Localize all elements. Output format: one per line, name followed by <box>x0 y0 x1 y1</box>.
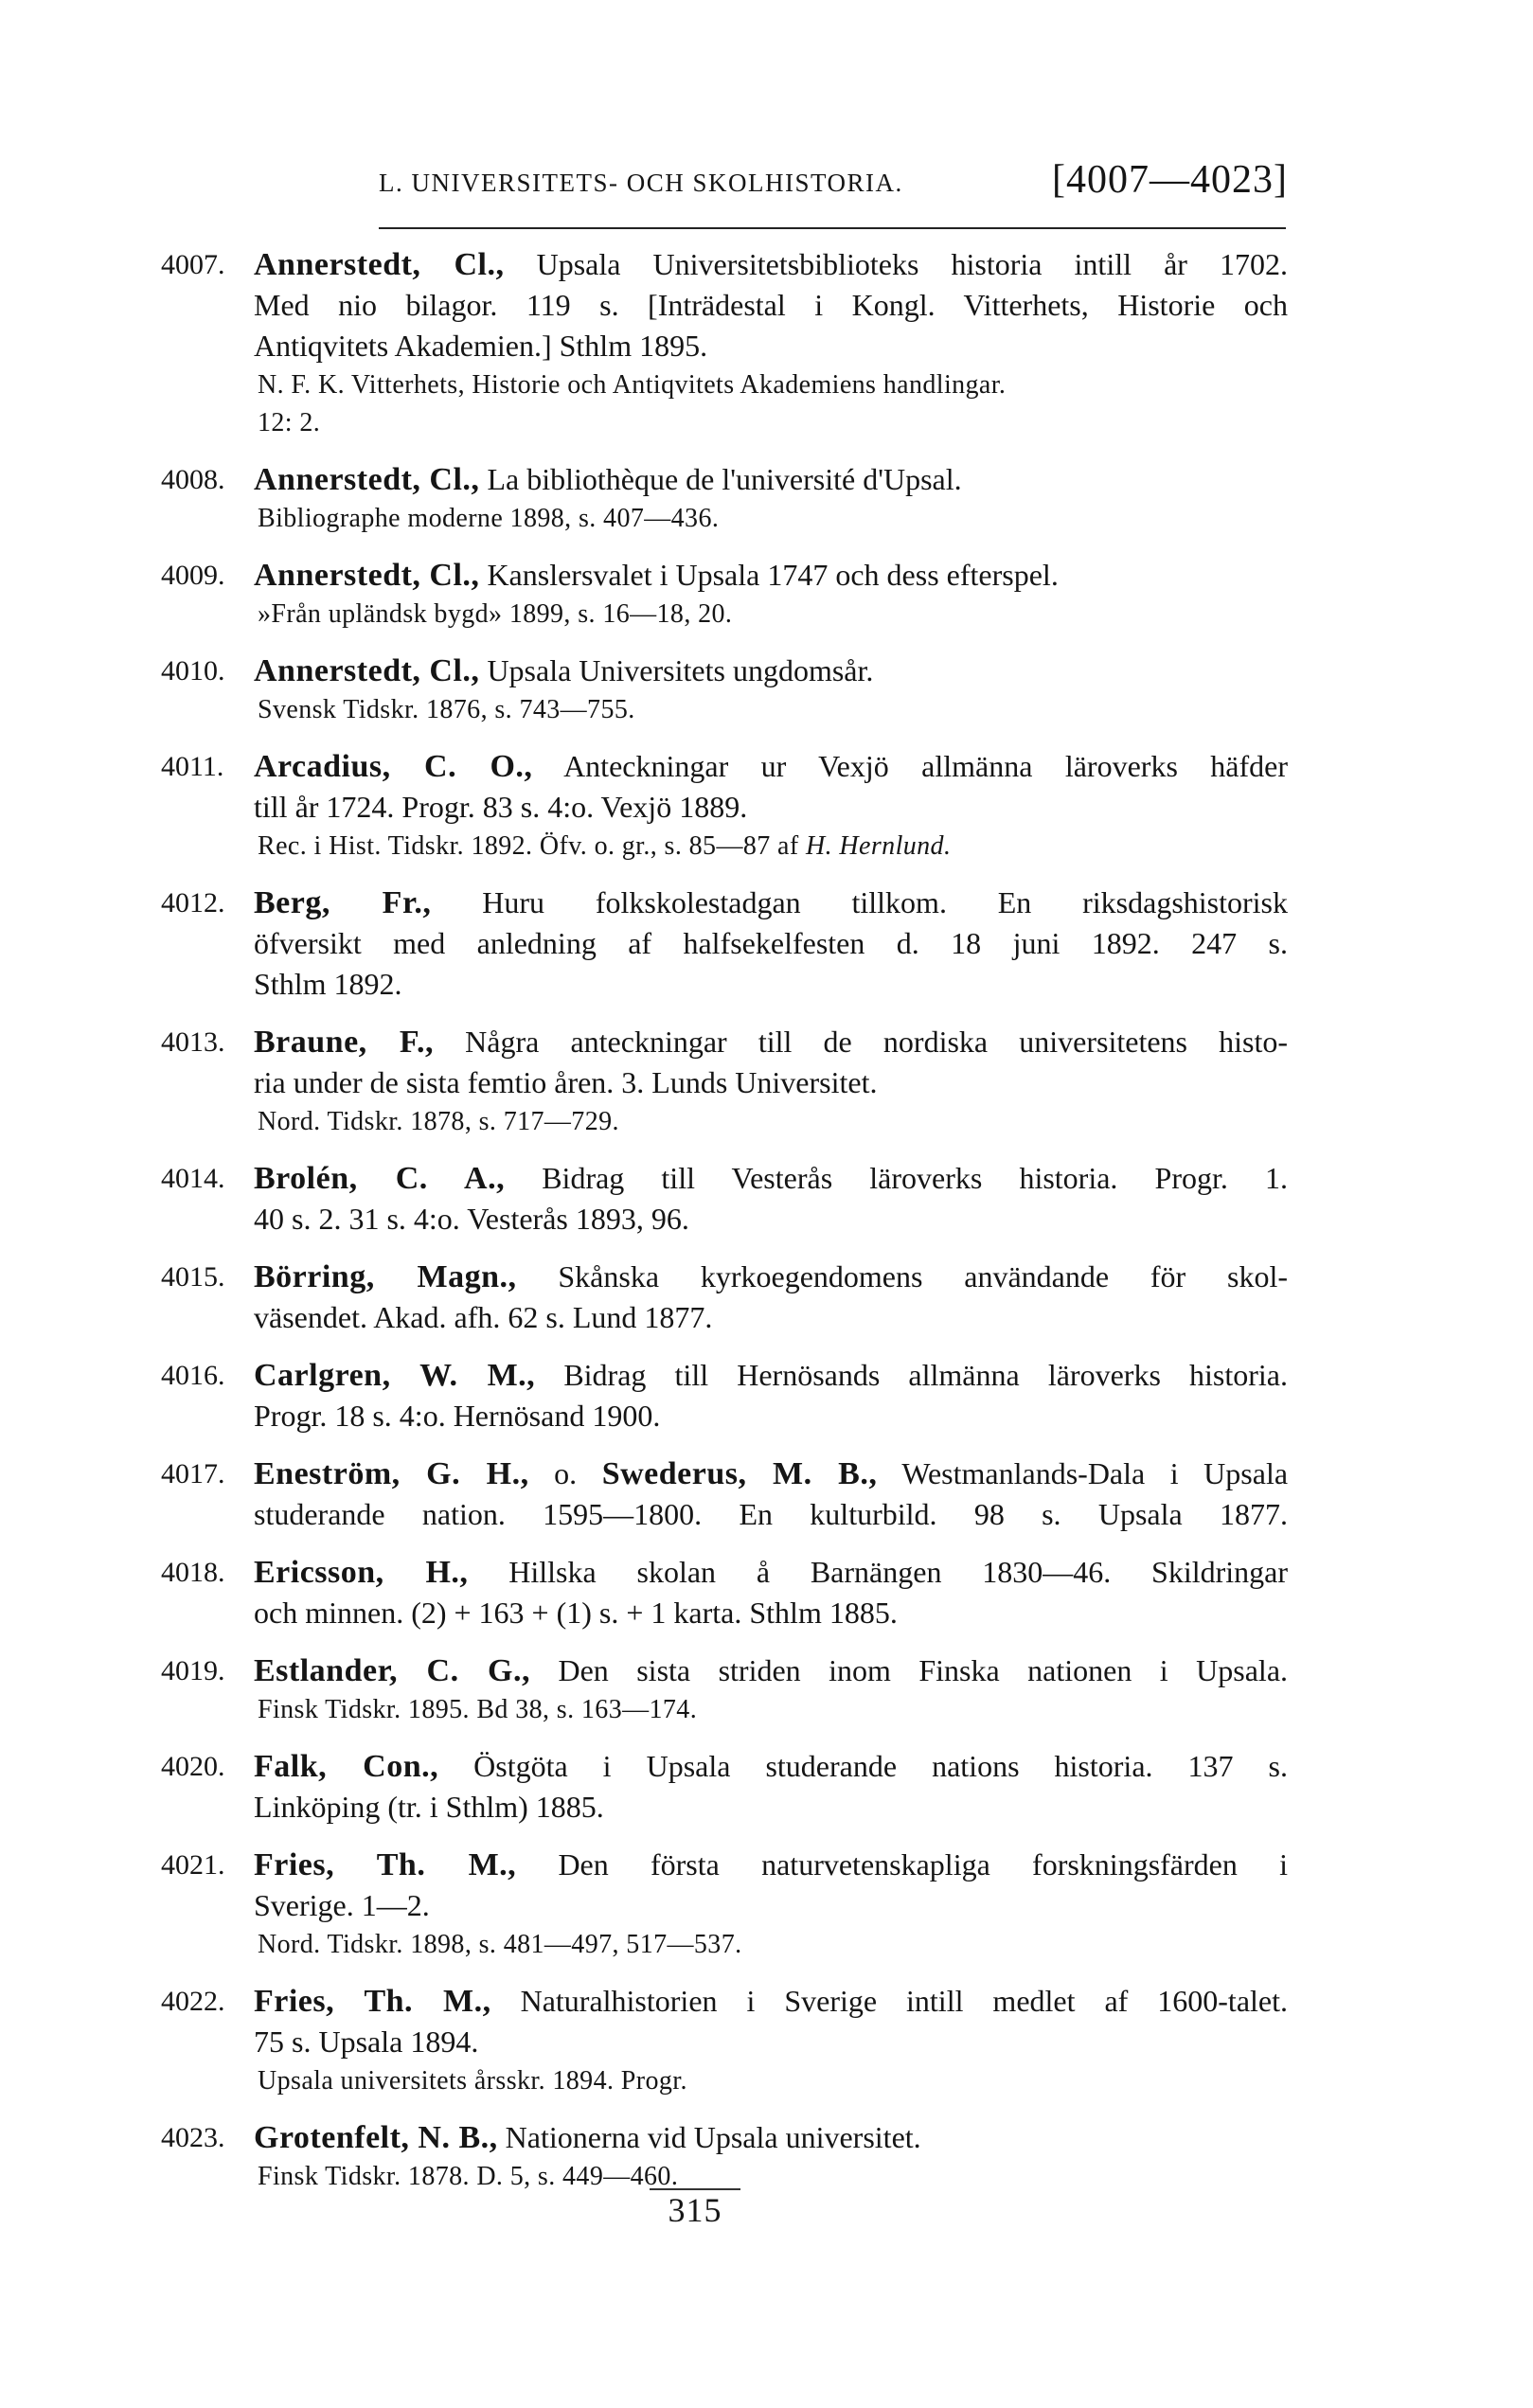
author-connector: o. <box>554 1456 578 1490</box>
entry-text: Några anteckningar till de nordiska universitetens histo- <box>465 1025 1289 1059</box>
entry-author: Berg, Fr., <box>254 885 432 920</box>
entry-author: Annerstedt, Cl., <box>254 653 480 688</box>
entry-4017 <box>161 1454 1288 1535</box>
entry-author: Grotenfelt, N. B., <box>254 2120 498 2155</box>
entry-text: Skånska kyrkoegendomens användande för skol- <box>558 1259 1289 1293</box>
running-header <box>379 157 1288 214</box>
entry-author: Annerstedt, Cl., <box>254 462 480 497</box>
entry-4016 <box>161 1355 1288 1436</box>
entry-note: Bibliographe moderne 1898, s. 407—436. <box>258 504 720 533</box>
entry-text: och minnen. (2) + 163 + (1) s. + 1 karta. Sthlm 1885. <box>254 1596 898 1630</box>
entry-text: Nationerna vid Upsala universitet. <box>505 2120 921 2154</box>
entry-number: 4016. <box>161 1360 225 1391</box>
entry-author: Brolén, C. A., <box>254 1161 506 1196</box>
entry-text: Antiqvitets Akademien.] Sthlm 1895. <box>254 329 708 363</box>
entry-text: Upsala Universitetsbiblioteks historia intill år 1702. <box>536 247 1288 281</box>
entry-text: Huru folkskolestadgan tillkom. En riksdagshistorisk <box>482 885 1289 919</box>
entry-4010 <box>161 651 1288 729</box>
entry-author: Eneström, G. H., <box>254 1456 529 1491</box>
entry-4012 <box>161 883 1288 1005</box>
entry-4009 <box>161 555 1288 633</box>
entry-text: Den sista striden inom Finska nationen i Upsala. <box>558 1653 1289 1687</box>
entry-number: 4010. <box>161 655 225 687</box>
entry-text: Östgöta i Upsala studerande nations historia. 137 s. <box>473 1749 1289 1783</box>
entry-number: 4023. <box>161 2122 225 2153</box>
entry-text: Anteckningar ur Vexjö allmänna läroverks häfder <box>563 749 1289 783</box>
entry-author: Annerstedt, Cl., <box>254 558 480 593</box>
entry-text: Den första naturvetenskapliga forskningsfärden i <box>558 1847 1288 1882</box>
entry-4013 <box>161 1022 1288 1141</box>
entry-text: 75 s. Upsala 1894. <box>254 2025 479 2059</box>
entry-text: Sverige. 1—2. <box>254 1888 430 1922</box>
entry-4019 <box>161 1650 1288 1729</box>
entry-range: [4007—4023] <box>1052 158 1288 202</box>
entry-number: 4009. <box>161 560 225 591</box>
entry-4023 <box>161 2117 1288 2196</box>
entry-author: Ericsson, H., <box>254 1555 469 1590</box>
entry-author: Fries, Th. M., <box>254 1847 517 1882</box>
entry-list <box>161 244 1288 2213</box>
page-number: 315 <box>668 2191 722 2229</box>
entry-4014 <box>161 1158 1288 1240</box>
entry-author: Arcadius, C. O., <box>254 749 533 784</box>
entry-4021 <box>161 1845 1288 1964</box>
entry-note: 12: 2. <box>258 408 321 437</box>
entry-number: 4019. <box>161 1655 225 1686</box>
entry-note: Svensk Tidskr. 1876, s. 743—755. <box>258 695 635 724</box>
entry-author: Estlander, C. G., <box>254 1653 530 1688</box>
entry-author: Falk, Con., <box>254 1749 439 1784</box>
entry-text: Progr. 18 s. 4:o. Hernösand 1900. <box>254 1399 661 1433</box>
entry-text: Med nio bilagor. 119 s. [Inträdestal i Kongl. Vitterhets, Historie och <box>254 288 1288 322</box>
entry-number: 4008. <box>161 464 225 495</box>
entry-text: öfversikt med anledning af halfsekelfesten d. 18 juni 1892. 247 s. <box>254 926 1288 960</box>
entry-author: Börring, Magn., <box>254 1259 517 1294</box>
entry-note: N. F. K. Vitterhets, Historie och Antiqvitets Akademiens handlingar. <box>258 370 1007 400</box>
entry-coauthor: Swederus, M. B., <box>601 1456 878 1491</box>
entry-number: 4015. <box>161 1261 225 1293</box>
entry-note: Finsk Tidskr. 1895. Bd 38, s. 163—174. <box>258 1695 698 1724</box>
entry-author: Annerstedt, Cl., <box>254 247 505 282</box>
entry-text: till år 1724. Progr. 83 s. 4:o. Vexjö 1889. <box>254 790 748 824</box>
entry-number: 4014. <box>161 1163 225 1194</box>
entry-number: 4018. <box>161 1557 225 1588</box>
entry-text: La bibliothèque de l'université d'Upsal. <box>487 462 962 496</box>
entry-text: studerande nation. 1595—1800. En kulturbild. 98 s. Upsala 1877. <box>254 1497 1288 1531</box>
entry-text: Kanslersvalet i Upsala 1747 och dess efterspel. <box>487 558 1059 592</box>
entry-4011 <box>161 746 1288 865</box>
entry-author: Carlgren, W. M., <box>254 1358 536 1393</box>
entry-number: 4012. <box>161 887 225 919</box>
entry-number: 4007. <box>161 249 225 280</box>
entry-text: Naturalhistorien i Sverige intill medlet af 1600-talet. <box>520 1984 1289 2018</box>
entry-note: Nord. Tidskr. 1878, s. 717—729. <box>258 1107 619 1136</box>
entry-text: Linköping (tr. i Sthlm) 1885. <box>254 1790 604 1824</box>
header-rule <box>379 227 1286 229</box>
entry-text: Bidrag till Hernösands allmänna läroverks historia. <box>563 1358 1288 1392</box>
entry-note: »Från upländsk bygd» 1899, s. 16—18, 20. <box>258 599 733 629</box>
section-title: L. UNIVERSITETS- OCH SKOLHISTORIA. <box>379 169 903 197</box>
entry-author: Fries, Th. M., <box>254 1984 491 2019</box>
entry-number: 4013. <box>161 1026 225 1058</box>
entry-4007 <box>161 244 1288 442</box>
reviewer-name: H. Hernlund. <box>806 831 952 861</box>
entry-text: 40 s. 2. 31 s. 4:o. Vesterås 1893, 96. <box>254 1202 689 1236</box>
entry-number: 4022. <box>161 1986 225 2017</box>
entry-4022 <box>161 1981 1288 2100</box>
entry-4020 <box>161 1746 1288 1828</box>
entry-number: 4011. <box>161 751 224 782</box>
entry-text: ria under de sista femtio åren. 3. Lunds Universitet. <box>254 1065 878 1099</box>
entry-4018 <box>161 1552 1288 1633</box>
entry-number: 4020. <box>161 1751 225 1782</box>
entry-author: Braune, F., <box>254 1025 434 1060</box>
entry-text: väsendet. Akad. afh. 62 s. Lund 1877. <box>254 1300 713 1334</box>
entry-number: 4017. <box>161 1458 225 1489</box>
entry-text: Bidrag till Vesterås läroverks historia. Progr. 1. <box>542 1161 1289 1195</box>
entry-text: Westmanlands-Dala i Upsala <box>901 1456 1289 1490</box>
entry-4015 <box>161 1257 1288 1338</box>
entry-text: Upsala Universitets ungdomsår. <box>487 653 874 687</box>
entry-text: Sthlm 1892. <box>254 967 402 1001</box>
entry-text: Hillska skolan å Barnängen 1830—46. Skildringar <box>508 1555 1289 1589</box>
entry-note: Finsk Tidskr. 1878. D. 5, s. 449—460. <box>258 2162 679 2191</box>
entry-note: Rec. i Hist. Tidskr. 1892. Öfv. o. gr., s. 85—87 af H. Hernlund. <box>258 831 952 861</box>
entry-number: 4021. <box>161 1849 225 1881</box>
entry-note: Nord. Tidskr. 1898, s. 481—497, 517—537. <box>258 1930 742 1959</box>
entry-4008 <box>161 459 1288 538</box>
entry-note: Upsala universitets årsskr. 1894. Progr. <box>258 2066 687 2096</box>
